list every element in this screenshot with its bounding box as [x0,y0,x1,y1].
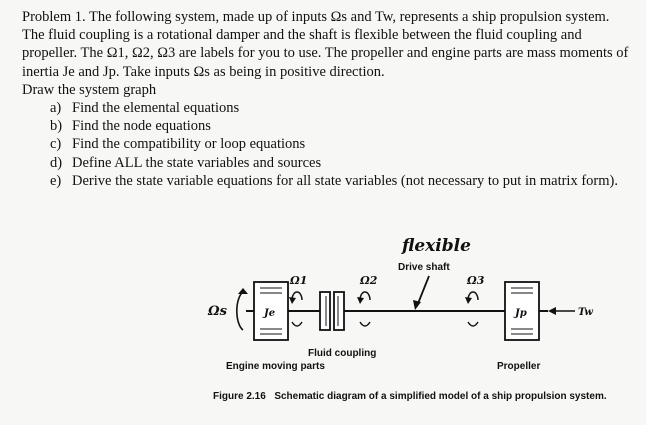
je-label: Je [264,308,276,319]
omega1-lower-mark [292,322,302,326]
problem-paragraph: Problem 1. The following system, made up of inputs Ωs and Tw, represents a ship propulsion system. The fluid coupling is a rotational damper and the shaft is flexible between the fluid coupling and propeller. The Ω1, Ω2, Ω3 are labels for you to use. The propeller and engine parts are mass moments of inertia Je and Jp. Take inputs Ωs as being in positive direction. [22,9,629,80]
drive-shaft-label: Drive shaft [398,262,450,273]
caption-number: Figure 2.16 [213,391,266,402]
fluid-coupling-label: Fluid coupling [308,348,377,359]
caption-text: Schematic diagram of a simplified model of a ship propulsion system. [274,391,607,402]
omega3-arrow-head [465,297,472,304]
omega3-lower-mark [468,322,478,326]
figure-caption [213,391,607,402]
task-text: Find the elemental equations [72,100,240,117]
task-label: a) [50,100,62,117]
propeller-label: Propeller [497,361,541,372]
omega1-label: Ω1 [290,274,308,287]
omega2-lower-mark [360,322,370,326]
tw-arrow-head [548,307,556,315]
task-label: d) [50,154,63,171]
task-item [22,117,632,135]
input-rotation-arrow [237,292,243,330]
input-arrow-head [238,288,248,294]
task-item [22,172,632,190]
task-item [22,135,632,153]
task-text: Find the compatibility or loop equations [72,136,306,153]
handwritten-flexible-note: flexible [402,236,471,256]
engine-moving-parts-label: Engine moving parts [226,361,325,372]
task-label: c) [50,136,62,153]
task-list [22,99,632,190]
omega1-arrow-head [289,297,296,304]
omega-s-label: Ωs [208,304,227,319]
propulsion-schematic [0,222,646,425]
task-text: Find the node equations [72,118,211,135]
task-label: e) [50,172,62,189]
task-item [22,154,632,172]
task-item [22,99,632,117]
omega2-arrow-head [357,297,364,304]
omega3-label: Ω3 [467,274,485,287]
omega2-label: Ω2 [360,274,378,287]
flexible-pointer-head [413,300,421,310]
task-label: b) [50,118,63,135]
fluid-coupling-left-plate [320,292,330,330]
problem-statement [22,8,632,190]
instruction-line: Draw the system graph [22,81,157,98]
fluid-coupling-right-plate [334,292,344,330]
task-text: Define ALL the state variables and sources [72,154,322,171]
jp-label: Jp [515,308,527,319]
tw-label: Tw [578,307,593,318]
task-text: Derive the state variable equations for all state variables (not necessary to put in matrix form). [72,172,618,189]
